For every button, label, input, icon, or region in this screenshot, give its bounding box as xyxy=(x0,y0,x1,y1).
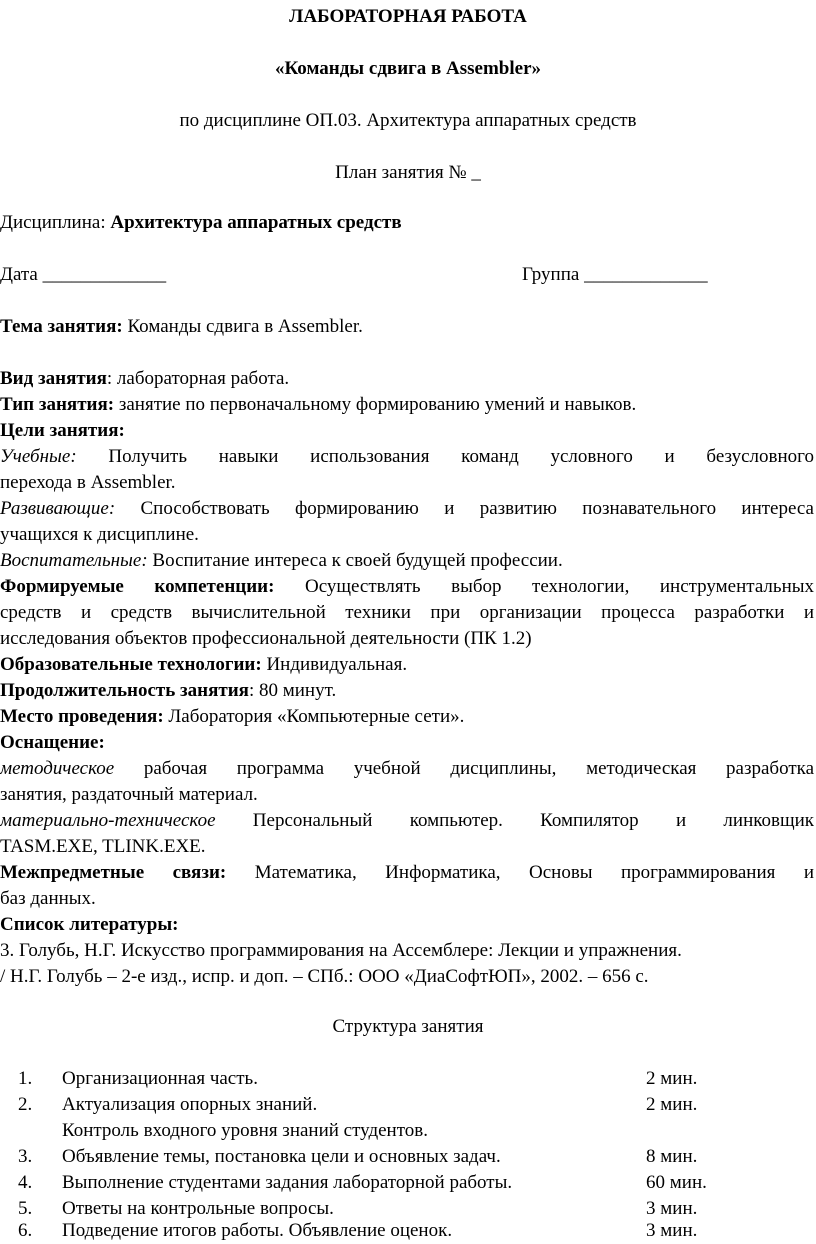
item-text-cont: Контроль входного уровня знаний студентов. xyxy=(62,1120,429,1141)
discipline-row: Дисциплина: Архитектура аппаратных средств xyxy=(0,212,402,233)
lesson-type-row: Тип занятия: занятие по первоначальному формированию умений и навыков. xyxy=(0,394,637,415)
goal-educational-cont: перехода в Assembler. xyxy=(0,472,176,493)
item-number: 6. xyxy=(18,1220,33,1241)
item-duration: 60 мин. xyxy=(646,1172,707,1193)
equipment-technical-cont: TASM.EXE, TLINK.EXE. xyxy=(0,836,206,857)
competencies-cont-2: исследования объектов профессиональной деятельности (ПК 1.2) xyxy=(0,628,532,649)
goal-upbringing: Воспитательные: Воспитание интереса к своей будущей профессии. xyxy=(0,550,563,571)
item-duration: 2 мин. xyxy=(646,1068,698,1089)
technologies-row: Образовательные технологии: Индивидуальная. xyxy=(0,654,408,675)
interdisciplinary-cont: баз данных. xyxy=(0,888,96,909)
item-text: Выполнение студентами задания лабораторной работы. xyxy=(62,1172,513,1193)
document-title: ЛАБОРАТОРНАЯ РАБОТА xyxy=(289,6,527,27)
equipment-methodical-cont: занятия, раздаточный материал. xyxy=(0,784,258,805)
item-text: Ответы на контрольные вопросы. xyxy=(62,1198,334,1219)
item-number: 5. xyxy=(18,1198,33,1219)
item-text: Подведение итогов работы. Объявление оценок. xyxy=(62,1220,453,1241)
item-number: 3. xyxy=(18,1146,33,1167)
structure-title: Структура занятия xyxy=(332,1016,484,1037)
item-text: Объявление темы, постановка цели и основных задач. xyxy=(62,1146,501,1167)
item-duration: 2 мин. xyxy=(646,1094,698,1115)
lesson-kind-row: Вид занятия: лабораторная работа. xyxy=(0,368,290,389)
literature-item-cont: / Н.Г. Голубь – 2-е изд., испр. и доп. – СПб.: ООО «ДиаСофтЮП», 2002. – 656 с. xyxy=(0,966,649,987)
competencies-cont: средств и средств вычислительной техники при организации процесса разработки и xyxy=(0,602,814,623)
topic-row: Тема занятия: Команды сдвига в Assembler. xyxy=(0,316,363,337)
equipment-heading: Оснащение: xyxy=(0,732,105,753)
goals-heading: Цели занятия: xyxy=(0,420,125,441)
item-text: Организационная часть. xyxy=(62,1068,258,1089)
equipment-methodical: методическое рабочая программа учебной дисциплины, методическая разработка xyxy=(0,758,814,779)
competencies-row: Формируемые компетенции: Осуществлять выбор технологии, инструментальных xyxy=(0,576,815,597)
item-number: 2. xyxy=(18,1094,33,1115)
equipment-technical: материально-техническое Персональный компьютер. Компилятор и линковщик xyxy=(0,810,814,831)
literature-item: 3. Голубь, Н.Г. Искусство программирования на Ассемблере: Лекции и упражнения. xyxy=(0,940,682,961)
goal-educational: Учебные: Получить навыки использования команд условного и безусловного xyxy=(0,446,814,467)
item-number: 1. xyxy=(18,1068,33,1089)
date-field: Дата _____________ xyxy=(0,264,167,285)
place-row: Место проведения: Лаборатория «Компьютерные сети». xyxy=(0,706,465,727)
literature-heading: Список литературы: xyxy=(0,914,179,935)
goal-developing-cont: учащихся к дисциплине. xyxy=(0,524,199,545)
duration-row: Продолжительность занятия: 80 минут. xyxy=(0,680,337,701)
item-number: 4. xyxy=(18,1172,33,1193)
group-field: Группа _____________ xyxy=(522,264,708,285)
item-duration: 3 мин. xyxy=(646,1220,698,1241)
interdisciplinary-row: Межпредметные связи: Математика, Информатика, Основы программирования и xyxy=(0,862,814,883)
discipline-line: по дисциплине ОП.03. Архитектура аппаратных средств xyxy=(179,110,637,131)
item-text: Актуализация опорных знаний. xyxy=(62,1094,318,1115)
item-duration: 8 мин. xyxy=(646,1146,698,1167)
plan-number: План занятия № _ xyxy=(335,162,481,183)
item-duration: 3 мин. xyxy=(646,1198,698,1219)
document-subtitle: «Команды сдвига в Assembler» xyxy=(274,58,542,79)
goal-developing: Развивающие: Способствовать формированию и развитию познавательного интереса xyxy=(0,498,814,519)
